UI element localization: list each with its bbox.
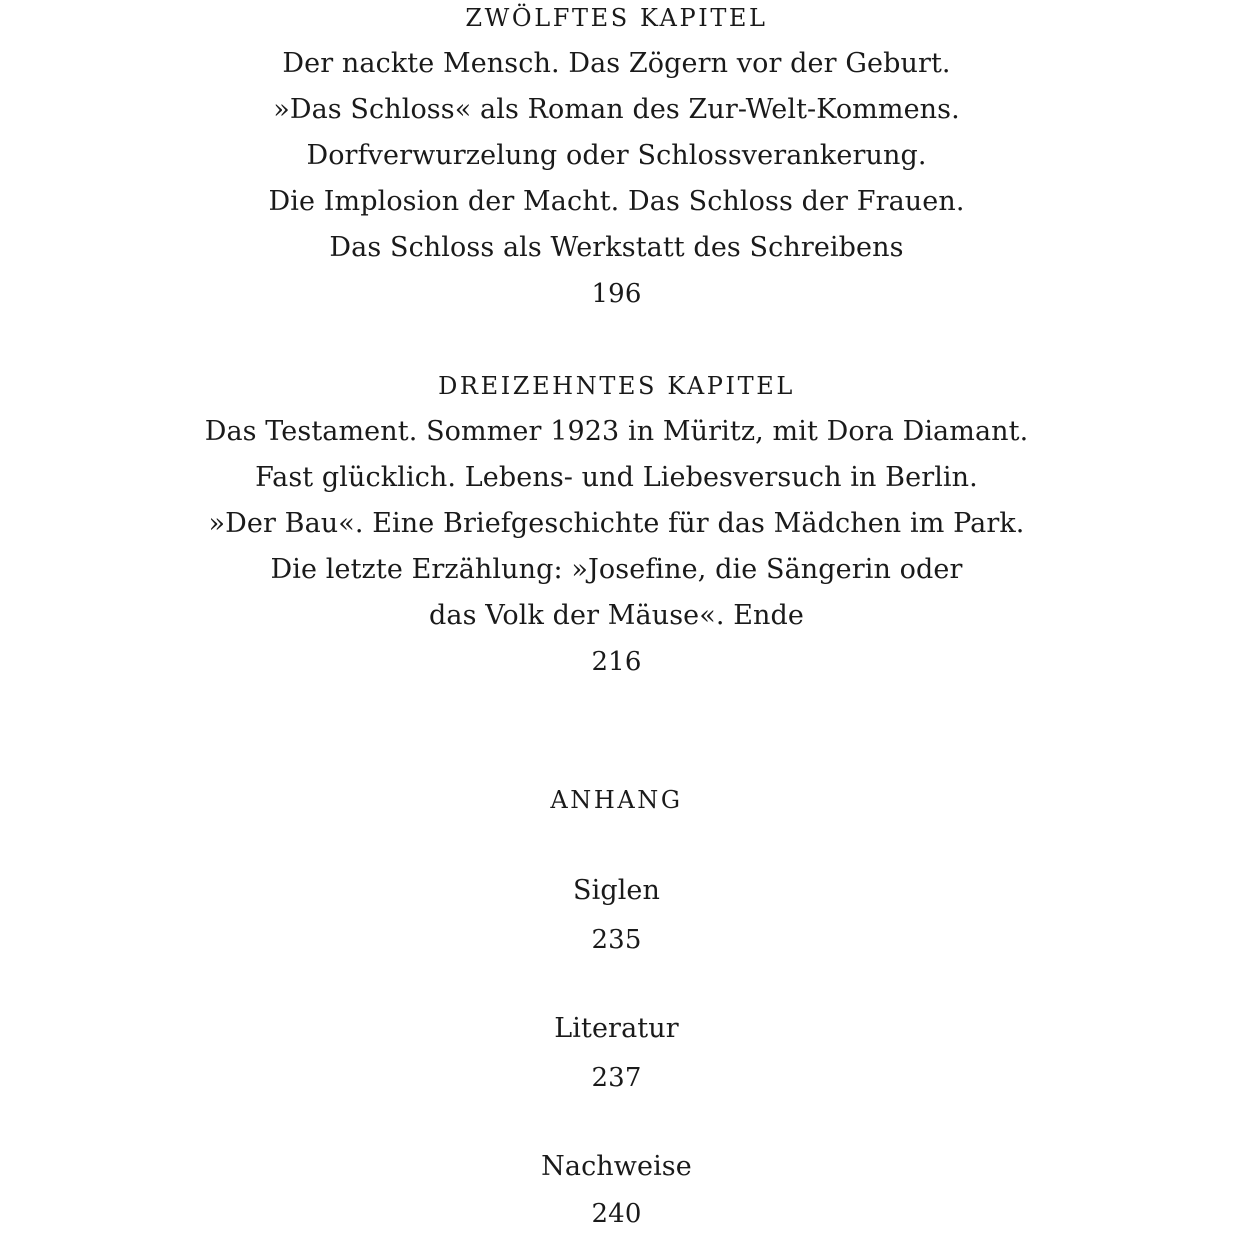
chapter-12-line-3: Dorfverwurzelung oder Schlossverankerung.: [306, 140, 927, 171]
chapter-12-page-number: 196: [591, 279, 642, 309]
chapter-12-heading: ZWÖLFTES KAPITEL: [465, 4, 768, 32]
appendix-entry-nachweise: Nachweise: [541, 1151, 692, 1182]
chapter-13-line-5: das Volk der Mäuse«. Ende: [429, 600, 804, 631]
chapter-13-line-3: »Der Bau«. Eine Briefgeschichte für das Mädchen im Park.: [208, 508, 1025, 539]
chapter-12-line-2: »Das Schloss« als Roman des Zur-Welt-Kommens.: [273, 94, 960, 125]
chapter-13-heading: DREIZEHNTES KAPITEL: [438, 372, 795, 400]
appendix-heading: ANHANG: [550, 786, 683, 814]
appendix-entry-siglen: Siglen: [572, 875, 661, 906]
chapter-12-line-5: Das Schloss als Werkstatt des Schreibens: [329, 232, 904, 263]
appendix-entry-literatur-page: 237: [591, 1063, 642, 1093]
appendix-entry-nachweise-page: 240: [591, 1199, 642, 1229]
chapter-13-line-2: Fast glücklich. Lebens- und Liebesversuch in Berlin.: [255, 462, 978, 493]
chapter-13-line-1: Das Testament. Sommer 1923 in Müritz, mit Dora Diamant.: [204, 416, 1029, 447]
chapter-13-line-4: Die letzte Erzählung: »Josefine, die Sängerin oder: [270, 554, 963, 585]
chapter-12-line-4: Die Implosion der Macht. Das Schloss der Frauen.: [268, 186, 965, 217]
chapter-13-page-number: 216: [591, 647, 642, 677]
appendix-entry-literatur: Literatur: [554, 1013, 679, 1044]
appendix-entry-siglen-page: 235: [591, 925, 642, 955]
chapter-12-line-1: Der nackte Mensch. Das Zögern vor der Geburt.: [282, 48, 951, 79]
